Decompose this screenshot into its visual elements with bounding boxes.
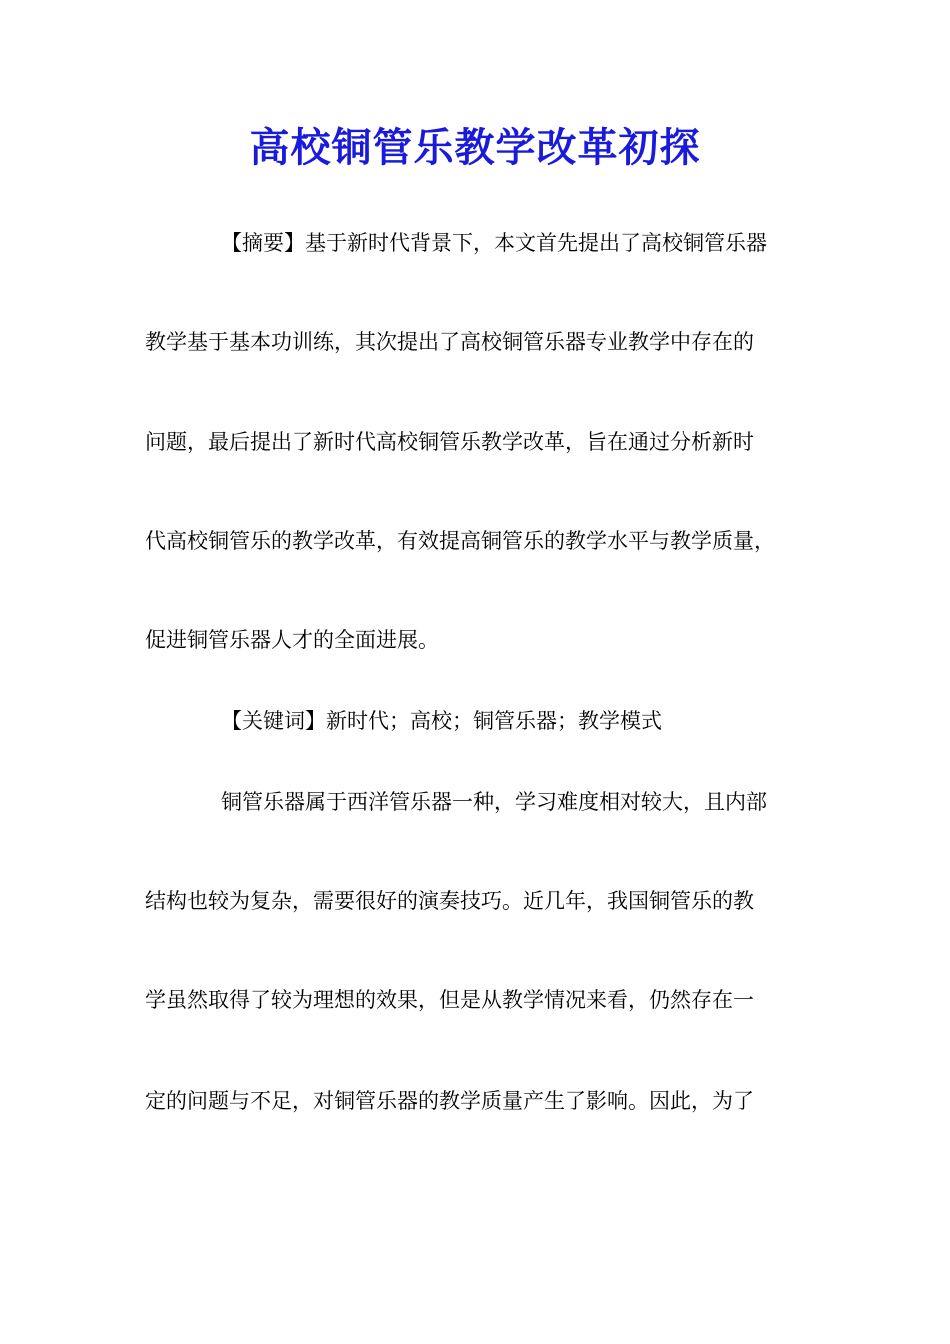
keywords-line: 【关键词】新时代；高校；铜管乐器；教学模式 [221,709,662,733]
abstract-line: 教学基于基本功训练，其次提出了高校铜管乐器专业教学中存在的 [145,330,754,354]
abstract-line: 【摘要】基于新时代背景下，本文首先提出了高校铜管乐器 [221,231,767,255]
body-line: 结构也较为复杂，需要很好的演奏技巧。近几年，我国铜管乐的教 [145,889,754,913]
body-line: 铜管乐器属于西洋管乐器一种，学习难度相对较大，且内部 [221,790,767,814]
body-line: 学虽然取得了较为理想的效果，但是从教学情况来看，仍然存在一 [145,988,754,1012]
body-line: 定的问题与不足，对铜管乐器的教学质量产生了影响。因此，为了 [145,1089,754,1113]
abstract-line: 促进铜管乐器人才的全面进展。 [145,628,439,652]
abstract-line: 问题，最后提出了新时代高校铜管乐教学改革，旨在通过分析新时 [145,430,754,454]
abstract-line: 代高校铜管乐的教学改革，有效提高铜管乐的教学水平与教学质量， [145,529,775,553]
document-title: 高校铜管乐教学改革初探 [249,124,701,171]
